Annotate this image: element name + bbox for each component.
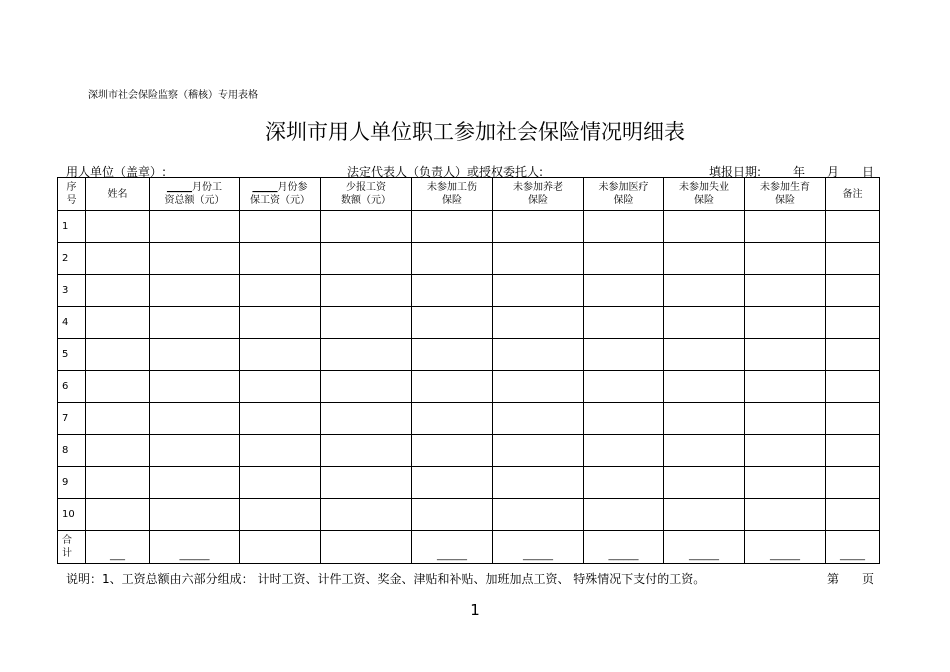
table-header-row: [58, 178, 880, 211]
table-cell[interactable]: [86, 467, 150, 499]
fill-date-year: 年: [793, 165, 806, 179]
table-cell[interactable]: [86, 371, 150, 403]
total-underreported-cell[interactable]: [321, 531, 412, 564]
total-row: [58, 531, 880, 564]
table-cell[interactable]: [664, 243, 745, 275]
table-cell[interactable]: [86, 243, 150, 275]
table-cell[interactable]: [493, 467, 584, 499]
representative-label: 法定代表人（负责人）或授权委托人:: [347, 165, 544, 179]
table-cell[interactable]: [493, 307, 584, 339]
page-number: 1: [470, 601, 480, 619]
table-cell[interactable]: [412, 435, 493, 467]
table-cell[interactable]: [826, 211, 880, 243]
table-cell[interactable]: [321, 243, 412, 275]
fill-date-day: 日: [862, 165, 875, 179]
table-row: [58, 211, 880, 243]
table-cell[interactable]: [826, 275, 880, 307]
table-cell[interactable]: [493, 339, 584, 371]
table-cell[interactable]: [150, 403, 240, 435]
table-cell[interactable]: [664, 307, 745, 339]
total-unemployment-cell[interactable]: ______: [664, 531, 745, 564]
table-cell[interactable]: [826, 499, 880, 531]
table-cell[interactable]: [321, 467, 412, 499]
total-pension-cell[interactable]: ______: [493, 531, 584, 564]
row-number: 10: [58, 499, 86, 531]
table-cell[interactable]: [321, 371, 412, 403]
table-cell[interactable]: [745, 243, 826, 275]
table-cell[interactable]: [664, 435, 745, 467]
table-cell[interactable]: [826, 467, 880, 499]
table-cell[interactable]: [584, 211, 664, 243]
table-cell[interactable]: [664, 211, 745, 243]
row-number: 2: [58, 243, 86, 275]
row-number: 6: [58, 371, 86, 403]
table-cell[interactable]: [86, 435, 150, 467]
table-cell[interactable]: [745, 467, 826, 499]
form-origin-note: 深圳市社会保险监察（稽核）专用表格: [88, 90, 258, 101]
table-cell[interactable]: [240, 435, 321, 467]
table-cell[interactable]: [321, 435, 412, 467]
table-cell[interactable]: [664, 371, 745, 403]
table-cell[interactable]: [584, 467, 664, 499]
table-cell[interactable]: [86, 307, 150, 339]
table-cell[interactable]: [745, 499, 826, 531]
table-cell[interactable]: [240, 467, 321, 499]
table-row: [58, 307, 880, 339]
table-cell[interactable]: [150, 499, 240, 531]
table-cell[interactable]: [240, 339, 321, 371]
table-cell[interactable]: [584, 403, 664, 435]
table-cell[interactable]: [745, 435, 826, 467]
header-unemployment: 未参加失业 保险: [664, 178, 745, 211]
table-row: [58, 243, 880, 275]
table-row: [58, 339, 880, 371]
header-insured-wage: _____月份参 保工资（元）: [240, 178, 321, 211]
row-number: 4: [58, 307, 86, 339]
table-row: [58, 435, 880, 467]
table-cell[interactable]: [240, 275, 321, 307]
fill-date-label: 填报日期:: [709, 165, 762, 179]
table-cell[interactable]: [826, 403, 880, 435]
table-cell[interactable]: [584, 339, 664, 371]
table-cell[interactable]: [745, 275, 826, 307]
table-cell[interactable]: [826, 371, 880, 403]
table-cell[interactable]: [664, 275, 745, 307]
row-number: 1: [58, 211, 86, 243]
table-cell[interactable]: [493, 435, 584, 467]
table-cell[interactable]: [86, 339, 150, 371]
table-cell[interactable]: [321, 403, 412, 435]
table-cell[interactable]: [240, 243, 321, 275]
header-work-injury: 未参加工伤 保险: [412, 178, 493, 211]
table-cell[interactable]: [826, 339, 880, 371]
table-cell[interactable]: [493, 371, 584, 403]
table-cell[interactable]: [321, 211, 412, 243]
table-cell[interactable]: [150, 243, 240, 275]
header-total-wage: _____月份工 资总额（元）: [150, 178, 240, 211]
table-cell[interactable]: [584, 275, 664, 307]
table-cell[interactable]: [826, 307, 880, 339]
table-cell[interactable]: [240, 403, 321, 435]
table-cell[interactable]: [412, 211, 493, 243]
row-number: 7: [58, 403, 86, 435]
table-cell[interactable]: [493, 243, 584, 275]
table-cell[interactable]: [493, 499, 584, 531]
fill-date-month: 月: [827, 165, 840, 179]
table-cell[interactable]: [826, 435, 880, 467]
total-name-cell[interactable]: ___: [86, 531, 150, 564]
total-injury-cell[interactable]: ______: [412, 531, 493, 564]
table-cell[interactable]: [412, 339, 493, 371]
table-cell[interactable]: [493, 403, 584, 435]
table-cell[interactable]: [412, 467, 493, 499]
table-cell[interactable]: [412, 243, 493, 275]
table-cell[interactable]: [412, 275, 493, 307]
header-underreported-wage: 少报工资 数额（元）: [321, 178, 412, 211]
table-cell[interactable]: [493, 211, 584, 243]
table-cell[interactable]: [86, 499, 150, 531]
header-medical: 未参加医疗 保险: [584, 178, 664, 211]
row-number: 3: [58, 275, 86, 307]
total-label: 合 计: [58, 531, 86, 564]
page-prefix: 第: [827, 572, 840, 586]
table-cell[interactable]: [240, 499, 321, 531]
table-cell[interactable]: [412, 403, 493, 435]
table-cell[interactable]: [664, 467, 745, 499]
total-remark-cell[interactable]: _____: [826, 531, 880, 564]
table-row: [58, 403, 880, 435]
table-row: [58, 371, 880, 403]
table-cell[interactable]: [86, 275, 150, 307]
table-cell[interactable]: [150, 211, 240, 243]
table-cell[interactable]: [745, 211, 826, 243]
table-cell[interactable]: [321, 339, 412, 371]
table-cell[interactable]: [86, 403, 150, 435]
table-cell[interactable]: [150, 275, 240, 307]
page-title: 深圳市用人单位职工参加社会保险情况明细表: [265, 120, 685, 144]
table-cell[interactable]: [584, 499, 664, 531]
table-cell[interactable]: [745, 339, 826, 371]
table-cell[interactable]: [150, 339, 240, 371]
table-cell[interactable]: [150, 467, 240, 499]
table-row: [58, 467, 880, 499]
table-cell[interactable]: [321, 275, 412, 307]
total-insured-wage-cell[interactable]: [240, 531, 321, 564]
header-name: 姓名: [86, 178, 150, 211]
total-medical-cell[interactable]: ______: [584, 531, 664, 564]
table-cell[interactable]: [412, 371, 493, 403]
table-cell[interactable]: [240, 371, 321, 403]
table-cell[interactable]: [584, 435, 664, 467]
row-number: 8: [58, 435, 86, 467]
table-cell[interactable]: [412, 499, 493, 531]
total-wage-cell[interactable]: ______: [150, 531, 240, 564]
header-maternity: 未参加生育 保险: [745, 178, 826, 211]
table-cell[interactable]: [664, 339, 745, 371]
table-cell[interactable]: [150, 371, 240, 403]
table-cell[interactable]: [664, 403, 745, 435]
table-cell[interactable]: [493, 275, 584, 307]
row-number: 9: [58, 467, 86, 499]
header-remark: 备注: [826, 178, 880, 211]
table-row: [58, 499, 880, 531]
table-cell[interactable]: [745, 307, 826, 339]
table-cell[interactable]: [826, 243, 880, 275]
table-cell[interactable]: [86, 211, 150, 243]
table-cell[interactable]: [321, 307, 412, 339]
table-row: [58, 275, 880, 307]
employer-seal-label: 用人单位（盖章）:: [66, 165, 167, 179]
page-suffix: 页: [862, 572, 875, 586]
footer-note: 说明：1、工资总额由六部分组成： 计时工资、计件工资、奖金、津贴和补贴、加班加点工资、 特殊情况下支付的工资。: [66, 572, 706, 586]
header-seq: 序 号: [58, 178, 86, 211]
table-cell[interactable]: [240, 307, 321, 339]
table-cell[interactable]: [664, 499, 745, 531]
table-cell[interactable]: [412, 307, 493, 339]
table-cell[interactable]: [584, 307, 664, 339]
table-cell[interactable]: [745, 403, 826, 435]
table-cell[interactable]: [584, 243, 664, 275]
table-cell[interactable]: [584, 371, 664, 403]
table-cell[interactable]: [321, 499, 412, 531]
table-cell[interactable]: [745, 371, 826, 403]
row-number: 5: [58, 339, 86, 371]
table-cell[interactable]: [240, 211, 321, 243]
insurance-detail-table: [57, 177, 880, 564]
table-cell[interactable]: [150, 307, 240, 339]
total-maternity-cell[interactable]: ______: [745, 531, 826, 564]
header-pension: 未参加养老 保险: [493, 178, 584, 211]
table-cell[interactable]: [150, 435, 240, 467]
